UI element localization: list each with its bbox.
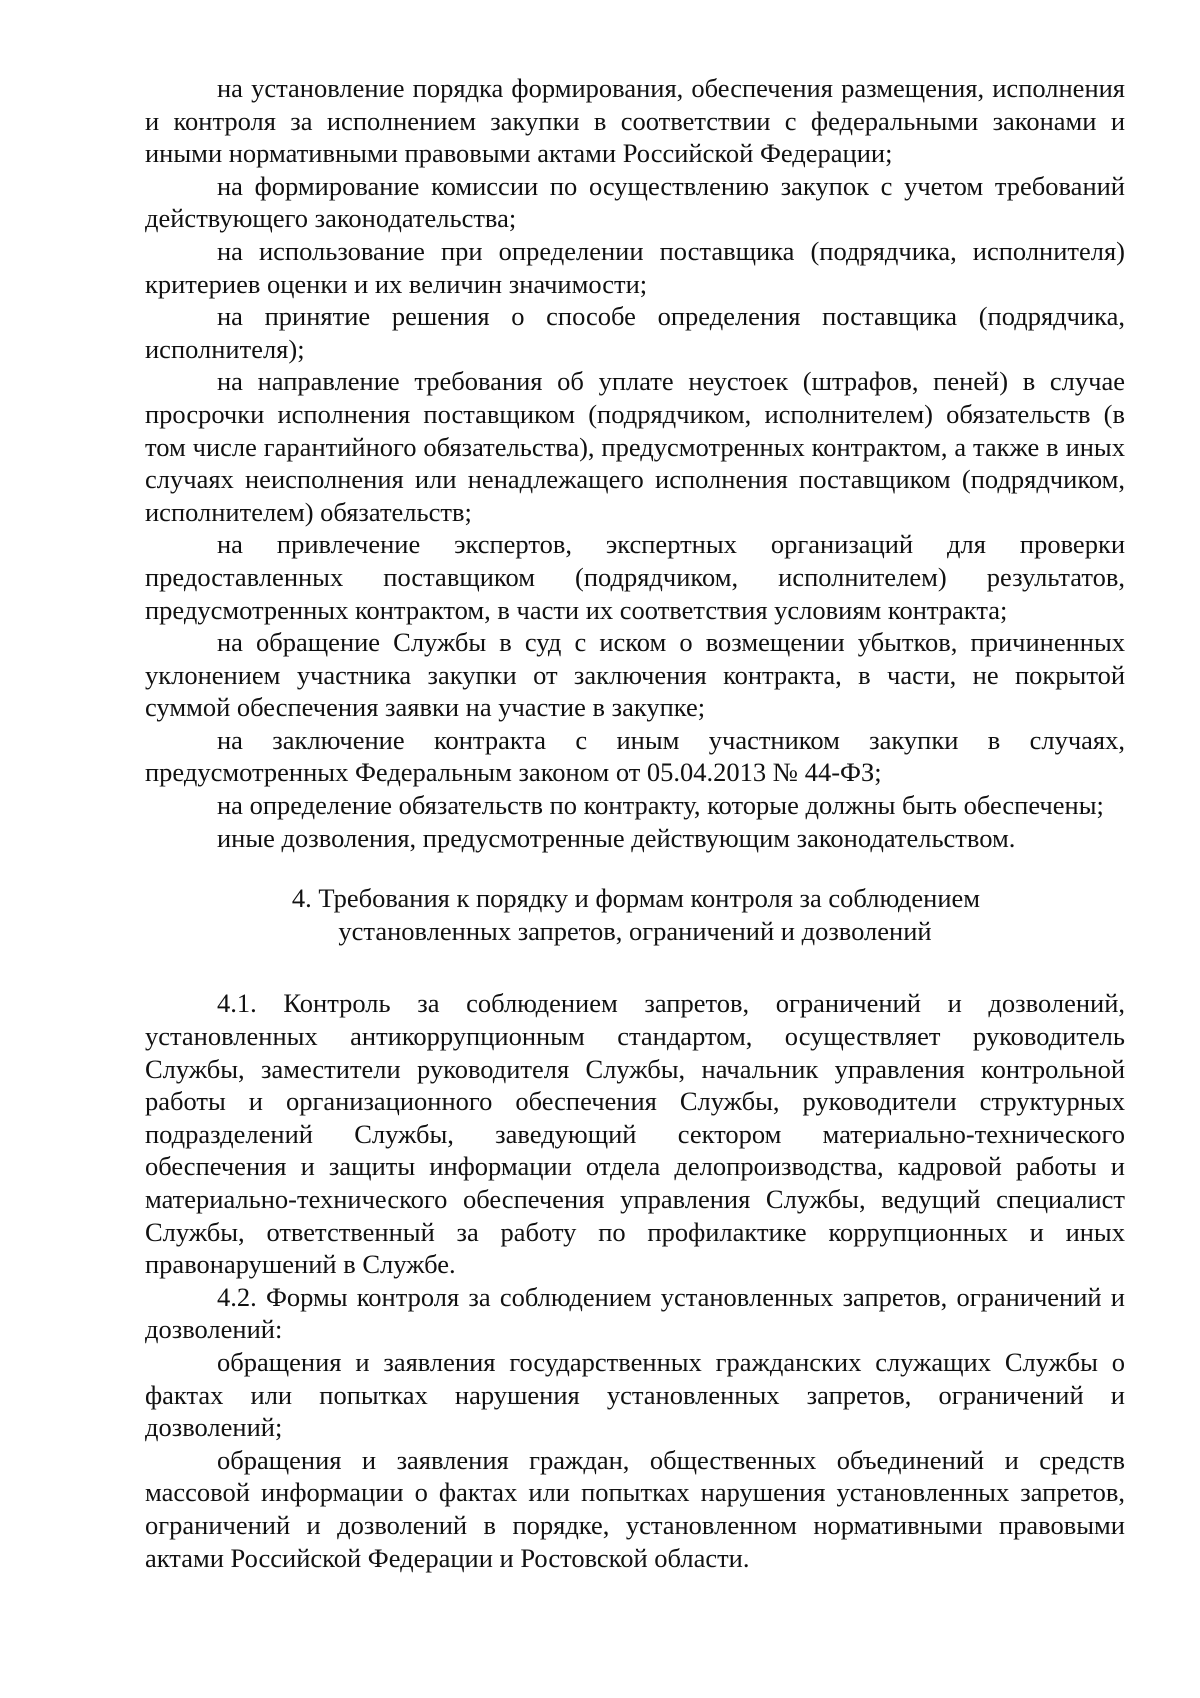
section-4-heading-line-2: установленных запретов, ограничений и дозволений [338,915,932,946]
section-4-heading-line-1: 4. Требования к порядку и формам контроля за соблюдением [291,883,981,914]
paragraph-contract-other-participant: на заключение контракта с иным участником закупки в случаях, предусмотренных Федеральным законом от 05.04.2013 № 44-ФЗ; [145,724,1125,788]
paragraph-other-permissions: иные дозволения, предусмотренные действующим законодательством. [217,822,1016,853]
paragraph-contract-obligations: на определение обязательств по контракту, которые должны быть обеспечены; [217,790,1104,821]
document-body [145,72,1125,1574]
paragraph-4-1-control: 4.1. Контроль за соблюдением запретов, ограничений и дозволений, установленных антикоррупционным стандартом, осуществляет руководитель Службы, заместители руководителя Службы, начальник управления контрольной работы и организационного обеспечения Службы, руководители структурных подразделений Службы, заведующий сектором материально-технического обеспечения и защиты информации отдела делопроизводства, кадровой работы и материально-технического обеспечения управления Службы, ведущий специалист Службы, ответственный за работу по профилактике коррупционных и иных правонарушений в Службе. [145,988,1125,1280]
paragraph-procurement-procedure: на установление порядка формирования, обеспечения размещения, исполнения и контроля за исполнением закупки в соответствии с федеральными законами и иными нормативными правовыми актами Российской Федерации; [145,73,1125,169]
section-4-heading [145,882,1125,947]
paragraph-evaluation-criteria: на использование при определении поставщика (подрядчика, исполнителя) критериев оценки и их величин значимости; [145,235,1125,299]
paragraph-4-2-control-forms: 4.2. Формы контроля за соблюдением установленных запретов, ограничений и дозволений: [145,1281,1125,1345]
paragraph-supplier-selection-method: на принятие решения о способе определения поставщика (подрядчика, исполнителя); [145,301,1125,364]
paragraph-penalty-claims: на направление требования об уплате неустоек (штрафов, пеней) в случае просрочки исполнения поставщиком (подрядчиком, исполнителем) обязательств (в том числе гарантийного обязательства), предусмотренных контрактом, а также в иных случаях неисполнения или ненадлежащего исполнения поставщиком (подрядчиком, исполнителем) обязательств; [145,366,1125,527]
paragraph-procurement-commission: на формирование комиссии по осуществлению закупок с учетом требований действующего законодательства; [145,170,1125,234]
paragraph-employee-appeals: обращения и заявления государственных гражданских служащих Службы о фактах или попытках нарушения установленных запретов, ограничений и дозволений; [145,1346,1125,1443]
paragraph-citizen-appeals: обращения и заявления граждан, общественных объединений и средств массовой информации о фактах или попытках нарушения установленных запретов, ограничений и дозволений в порядке, установленном нормативными правовыми актами Российской Федерации и Ростовской области. [145,1444,1125,1573]
paragraph-expert-involvement: на привлечение экспертов, экспертных организаций для проверки предоставленных поставщиком (подрядчиком, исполнителем) результатов, предусмотренных контрактом, в части их соответствия условиям контракта; [145,529,1125,625]
paragraph-court-claim: на обращение Службы в суд с иском о возмещении убытков, причиненных уклонением участника закупки от заключения контракта, в части, не покрытой суммой обеспечения заявки на участие в закупке; [145,627,1125,723]
